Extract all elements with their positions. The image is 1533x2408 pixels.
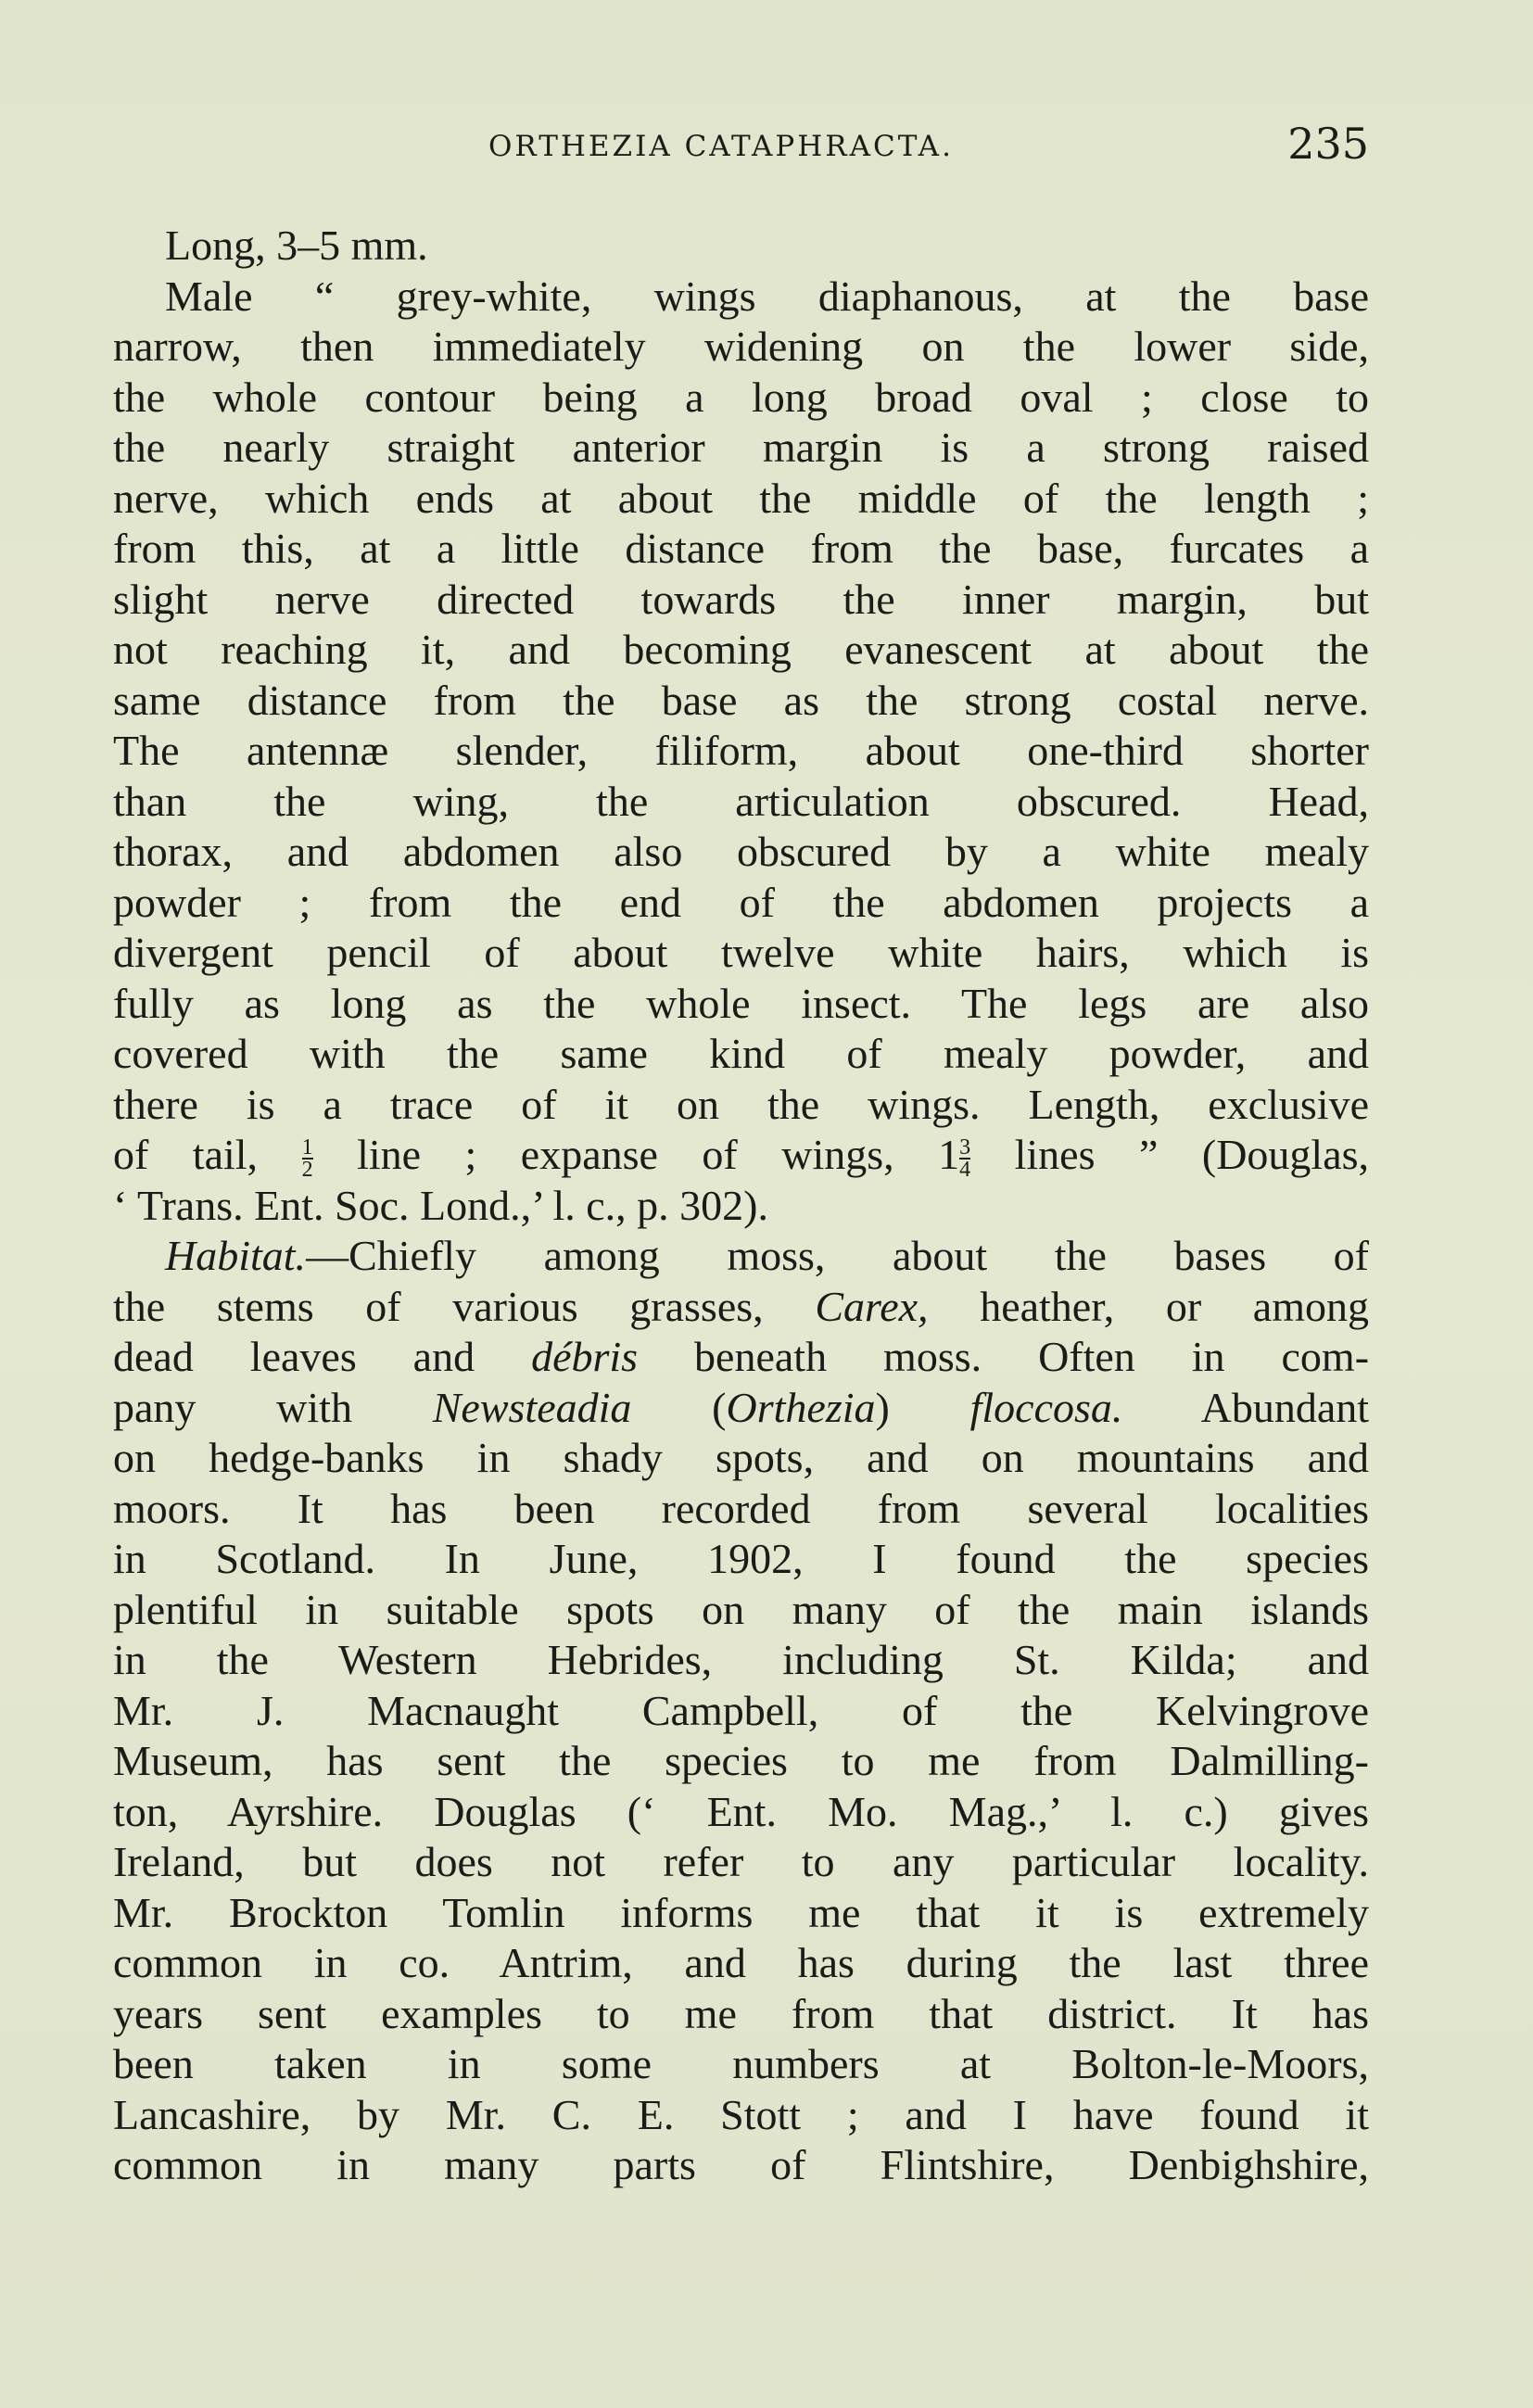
fraction-three-quarters [959, 1135, 971, 1183]
text-line: been taken in some numbers at Bolton-le-Moors, [113, 2040, 1369, 2087]
text-segment: —Chiefly among moss, about the bases of [306, 1232, 1369, 1279]
text-line: in Scotland. In June, 1902, I found the species [113, 1535, 1369, 1582]
text-line: not reaching it, and becoming evanescent at about the [113, 626, 1369, 673]
text-line: plentiful in suitable spots on many of the main islands [113, 1585, 1369, 1633]
text-line: the whole contour being a long broad oval ; close to [113, 373, 1369, 421]
habitat-label: Habitat. [165, 1232, 307, 1279]
text-line: The antennæ slender, filiform, about one-third shorter [113, 727, 1369, 774]
text-segment: pany with [113, 1383, 352, 1431]
text-line: moors. It has been recorded from several localities [113, 1484, 1369, 1532]
text-segment: dead leaves and [113, 1333, 475, 1380]
text-segment: beneath moss. Often in com- [694, 1333, 1370, 1380]
text-line: from this, at a little distance from the base, furcates a [113, 525, 1369, 572]
text-line: Mr. Brockton Tomlin informs me that it is extremely [113, 1888, 1369, 1936]
text-segment: of tail, [113, 1131, 259, 1178]
italic-taxon: floccosa. [969, 1383, 1123, 1431]
fraction-numerator: 1 [301, 1135, 313, 1160]
text-line: the nearly straight anterior margin is a strong raised [113, 424, 1369, 471]
habitat-line [113, 1231, 1369, 1282]
text-line: Male “ grey-white, wings diaphanous, at the base [165, 272, 1369, 320]
text-line: ‘ Trans. Ent. Soc. Lond.,’ l. c., p. 302). [113, 1181, 769, 1229]
text-line: there is a trace of it on the wings. Length, exclusive [113, 1080, 1369, 1128]
text-line: covered with the same kind of mealy powder, and [113, 1030, 1369, 1077]
text-line: nerve, which ends at about the middle of the length ; [113, 474, 1369, 522]
text-line: in the Western Hebrides, including St. Kilda; and [113, 1636, 1369, 1683]
italic-taxon: Orthezia [726, 1383, 876, 1431]
page-number: 235 [1287, 119, 1369, 169]
fraction-denominator: 4 [959, 1158, 971, 1183]
text-line: slight nerve directed towards the inner margin, but [113, 575, 1369, 623]
text-line: narrow, then immediately widening on the lower side, [113, 323, 1369, 370]
text-line: on hedge-banks in shady spots, and on mountains and [113, 1434, 1369, 1481]
text-line: ton, Ayrshire. Douglas (‘ Ent. Mo. Mag.,’ l. c.) gives [113, 1787, 1369, 1835]
text-line: divergent pencil of about twelve white hairs, which is [113, 929, 1369, 976]
text-line: same distance from the base as the strong costal nerve. [113, 676, 1369, 724]
text-line: Long, 3–5 mm. [165, 222, 428, 269]
text-segment: ) [875, 1383, 890, 1431]
text-line: Mr. J. Macnaught Campbell, of the Kelvingrove [113, 1686, 1369, 1734]
italic-taxon: Carex, [815, 1282, 929, 1330]
text-segment: heather, or among [980, 1282, 1370, 1330]
italic-word: débris [531, 1333, 639, 1380]
text-segment: the stems of various grasses, [113, 1282, 764, 1330]
text-line: Museum, has sent the species to me from Dalmilling- [113, 1737, 1369, 1784]
text-line: Lancashire, by Mr. C. E. Stott ; and I have found it [113, 2090, 1369, 2138]
text-segment: Abundant [1200, 1383, 1370, 1431]
running-head: ORTHEZIA CATAPHRACTA. [488, 130, 954, 163]
text-segment: ( [712, 1383, 727, 1431]
text-line [113, 1383, 1369, 1434]
text-line: fully as long as the whole insect. The legs are also [113, 979, 1369, 1027]
text-line-fractions [113, 1130, 1369, 1181]
body-text [113, 221, 1369, 2191]
text-line: Ireland, but does not refer to any particular locality. [113, 1838, 1369, 1885]
fraction-half [301, 1135, 313, 1183]
text-line [113, 1282, 1369, 1333]
italic-taxon: Newsteadia [432, 1383, 632, 1431]
text-line: thorax, and abdomen also obscured by a white mealy [113, 828, 1369, 875]
text-line: powder ; from the end of the abdomen projects a [113, 878, 1369, 926]
fraction-denominator: 2 [301, 1158, 313, 1183]
text-segment: line ; expanse of wings, 1 [357, 1131, 960, 1178]
text-line: than the wing, the articulation obscured. Head, [113, 777, 1369, 825]
text-line: common in co. Antrim, and has during the last three [113, 1939, 1369, 1986]
text-segment: lines ” (Douglas, [1014, 1131, 1370, 1178]
page-header [113, 119, 1369, 174]
fraction-numerator: 3 [959, 1135, 971, 1160]
text-line: years sent examples to me from that district. It has [113, 1989, 1369, 2037]
text-line: common in many parts of Flintshire, Denbighshire, [113, 2141, 1369, 2188]
text-line [113, 1332, 1369, 1383]
